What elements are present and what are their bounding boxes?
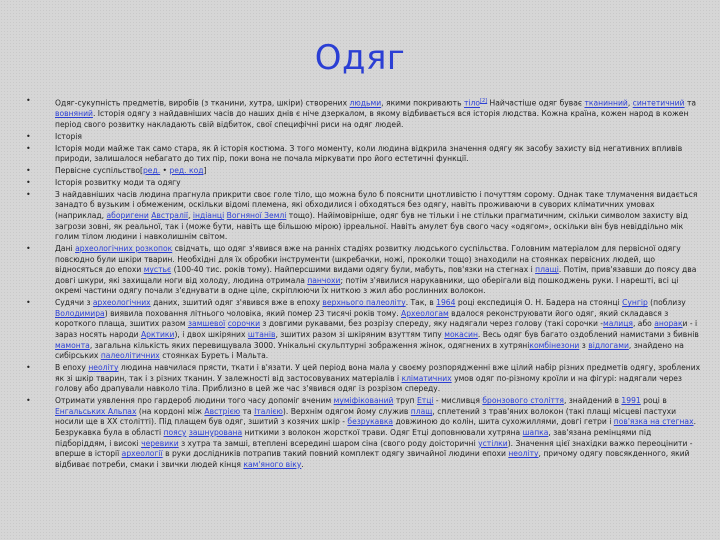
list-item — [26, 244, 702, 297]
wiki-link[interactable]: археологічних — [92, 298, 151, 308]
body-text: (на кордоні між — [136, 406, 205, 416]
wiki-link[interactable]: вовняний — [55, 109, 93, 119]
wiki-link[interactable]: Італією — [254, 406, 283, 416]
body-text: • — [160, 165, 170, 175]
body-text: ), і двох шкіряних — [174, 330, 248, 340]
body-text: , — [188, 210, 193, 220]
body-text: . Так, в — [405, 298, 437, 308]
wiki-link[interactable]: зашнурована — [188, 428, 243, 438]
wiki-link[interactable]: археологічних розкопок — [75, 244, 173, 254]
wiki-link[interactable]: верхнього палеоліту — [322, 298, 406, 308]
body-text: , або — [632, 319, 655, 329]
body-text: ). Верхнім одягом йому служив — [282, 406, 411, 416]
body-text: Отримати уявлення про гардероб людини того часу допоміг вченим — [55, 396, 334, 406]
list-item — [26, 132, 702, 143]
body-text: Судячи з — [55, 298, 93, 308]
body-text: , якими покривають — [381, 98, 464, 108]
body-text: з — [579, 340, 589, 350]
wiki-link[interactable]: неоліту — [88, 363, 119, 373]
body-text: , причому одягу повсякденного, який відбиває потреби, смаки і звички людей кінця — [55, 449, 690, 469]
body-text: ; потім з'явилися нарукавники, що оберігали від пошкоджень руки. І нарешті, всі ці окремі частини одягу почали з'єднувати в одне ціле, скріплюючи їх ниткою з жил або рослинних волокон. — [55, 275, 679, 296]
body-text: та — [240, 406, 255, 416]
body-text: , знайдено на сибірських — [55, 340, 684, 361]
body-text: З найдавніших часів людина прагнула прикрити своє голе тіло, що можна було б пояснити цнотливістю і почуттям сорому. Однак таке тлумачення видається занадто б вузьким і обмеженим, оскільки відомі племена, які обходилися і обходяться без одягу, навіть проживаючи в суворих кліматичних умовах (наприклад, — [55, 189, 698, 220]
wiki-link[interactable]: Володимира — [55, 308, 105, 318]
wiki-link[interactable]: бронзового століття — [482, 396, 564, 406]
wiki-link[interactable]: малиця — [603, 319, 633, 329]
list-item — [26, 96, 702, 130]
body-text: Історія розвитку моди та одягу — [55, 177, 181, 187]
wiki-link[interactable]: людьми — [349, 98, 382, 108]
wiki-link[interactable]: ред. — [142, 165, 161, 175]
body-text: . — [301, 459, 304, 469]
wiki-link[interactable]: Енгальських Альпах — [55, 406, 137, 416]
wiki-link[interactable]: Етці — [417, 396, 434, 406]
wiki-link[interactable]: сорочки — [227, 319, 260, 329]
body-text: (поблизу — [647, 298, 686, 308]
list-item — [26, 298, 702, 362]
list-item — [26, 178, 702, 189]
body-text: свідчать, що одяг з'явився вже на ранніх стадіях розвитку людського суспільства. Головним матеріалом для первісної одягу повсюдно були шкіри тварин. Необхідні для їх обробки інструменти (шкребачки, ножі, проколки тощо) знаходили на стоянках первісних людей, що відносяться до епохи — [55, 244, 681, 275]
wiki-link[interactable]: комбінезони — [529, 340, 580, 350]
body-text: , загальна кількість яких перевищувала 3000. Унікальні скульптурні зображення жінок, одягнених в хутряні — [89, 340, 530, 350]
wiki-link[interactable]: поясу — [163, 428, 187, 438]
wiki-link[interactable]: відлогами — [588, 340, 629, 350]
wiki-link[interactable]: плащі — [535, 265, 559, 275]
wiki-link[interactable]: мустьє — [143, 265, 172, 275]
body-text: Дані — [55, 244, 76, 254]
wiki-link[interactable]: тіло — [463, 98, 481, 108]
wiki-link[interactable]: безрукавка — [347, 417, 394, 427]
wiki-link[interactable]: устілки — [478, 438, 508, 448]
list-item — [26, 144, 702, 165]
body-text: , — [627, 98, 633, 108]
body-text: и - і зараз носять народи — [55, 319, 698, 340]
body-text: Найчастіше одяг буває — [487, 98, 585, 108]
body-text: умов одяг по-різному кроїли и на фігурі: надягали через голову або драпували навколо тіла. Приблизно в цей же час з'явився одяг із розрізом спереду. — [55, 373, 682, 394]
wiki-link[interactable]: ред. код — [169, 165, 204, 175]
wiki-link[interactable]: аборигени — [106, 210, 149, 220]
wiki-link[interactable]: Вогняної Землі — [226, 210, 287, 220]
list-item — [26, 363, 702, 395]
list-item — [26, 166, 702, 177]
wiki-link[interactable]: [2] — [480, 98, 488, 104]
wiki-link[interactable]: муміфікований — [333, 396, 394, 406]
wiki-link[interactable]: 1964 — [436, 298, 456, 308]
wiki-link[interactable]: кліматичних — [401, 373, 452, 383]
body-text: , знайдений в — [563, 396, 622, 406]
wiki-link[interactable]: Арктики — [140, 330, 175, 340]
body-text: в руки дослідників потрапив такий повний комплект одягу звичайної людини епохи — [162, 449, 509, 459]
body-text: довжиною до колін, шита сухожиллями, довгі гетри і — [393, 417, 614, 427]
wiki-link[interactable]: індіанці — [192, 210, 225, 220]
wiki-link[interactable]: замшевої — [188, 319, 226, 329]
body-text: . Історія одягу з найдавніших часів до наших днів є ніче дзеркалом, в якому відбивається вся історія людства. Кожна країна, кожен народ в кожен період свого розвитку накладають свій відбиток, свої специфічні риси на одяг людей. — [55, 109, 689, 129]
body-text: з довгими рукавами, без розрізу спереду, яку надягали через голову (такі сорочки - — [260, 319, 604, 329]
body-text: . Безрукавка була в області — [55, 417, 696, 438]
wiki-link[interactable]: черевики — [141, 438, 179, 448]
wiki-link[interactable]: Археологам — [401, 308, 449, 318]
wiki-link[interactable]: тканинний — [584, 98, 628, 108]
body-text: ] — [203, 165, 207, 175]
body-text: В епоху — [55, 363, 89, 373]
body-text: ). Значення цієї знахідки важко переоцінити - вперше в історії — [55, 438, 693, 459]
wiki-link[interactable]: мокасин — [444, 330, 478, 340]
wiki-link[interactable]: плащ — [410, 406, 433, 416]
body-text: з хутра та замші, втеплені всередині шаром сіна (свого роду доісторичні — [178, 438, 479, 448]
wiki-link[interactable]: Австралії — [151, 210, 189, 220]
body-text: , зшитих разом зі шкіряним взуттям типу — [275, 330, 445, 340]
body-text: вдалося реконструювати його одяг, який складався з короткого плаща, зшитих разом — [55, 308, 669, 329]
wiki-link[interactable]: пов'язка на стегнах — [613, 417, 694, 427]
bullet-list — [26, 96, 702, 472]
body-text: стоянках Буреть і Мальта. — [159, 351, 269, 361]
body-text: Історія моди майже так само стара, як й історія костюма. З того моменту, коли людина відкрила значення одягу як засобу захисту від негативних впливів природи, залишалося небагато до тих пір, поки вона не почала міркувати про його естетичні функції. — [55, 143, 683, 164]
body-text: Одяг-сукупність предметів, виробів (з тканини, хутра, шкіри) створених — [55, 98, 350, 108]
wiki-link[interactable]: неоліту — [508, 449, 539, 459]
body-text: році в — [640, 396, 667, 406]
wiki-link[interactable]: археології — [121, 449, 163, 459]
body-text: та — [684, 98, 697, 108]
body-text: даних, зшитий одяг з'явився вже в епоху — [150, 298, 323, 308]
body-text: . Весь одяг був багато оздоблений намистами з бивнів — [477, 330, 699, 340]
body-text: (100-40 тис. років тому). Найперсшими видами одягу були, мабуть, пов'язки на стегнах і — [171, 265, 536, 275]
body-text: , сплетений з трав'яних волокон (такі плащі місцеві пастухи носили ще в XX столітті). Під плащем був одяг, зшитий з козячих шкір - — [55, 406, 677, 427]
wiki-link[interactable]: Сунгір — [622, 298, 648, 308]
wiki-link[interactable]: синтетичний — [632, 98, 685, 108]
body-text: труп — [393, 396, 417, 406]
wiki-link[interactable]: штанів — [247, 330, 276, 340]
wiki-link[interactable]: панчохи — [307, 275, 341, 285]
page-title: Одяг — [314, 38, 406, 78]
body-text: . Потім, прив'язавши до поясу два довгі шкури, які захищали ноги від холоду, людина отримала — [55, 265, 697, 285]
wiki-link[interactable]: 1991 — [621, 396, 641, 406]
body-text: ) виявила поховання літнього чоловіка, який помер 23 тисячі років тому. — [104, 308, 402, 318]
wiki-link[interactable]: шапка — [522, 428, 549, 438]
body-text: - мисливця — [433, 396, 483, 406]
wiki-link[interactable]: кам'яного віку — [243, 459, 302, 469]
body-text: , зав'язана ремінцями під підборіддям, і високі — [55, 428, 652, 448]
wiki-link[interactable]: анорак — [654, 319, 683, 329]
wiki-link[interactable]: мамонта — [55, 340, 90, 350]
body-text: тощо). Найімовірніше, одяг був не тільки і не стільки прагматичним, скільки символом захисту від загрози зовні, як реальної, так і (може бути, навіть ще більшою мірою) ірреальної. Навіть амулет був свого часу «одягом», оскільки він був невіддільно мік голим тілом людини і навколишнім світом. — [55, 210, 688, 242]
wiki-link[interactable]: Австрією — [204, 406, 241, 416]
body-text: ниткими з волокон жорсткої трави. Одяг Етці доповнювали хутряна — [242, 428, 523, 438]
list-item — [26, 190, 702, 243]
body-text: Історія — [55, 131, 82, 141]
wiki-link[interactable]: палеолітичних — [100, 351, 160, 361]
list-item — [26, 396, 702, 470]
body-text: Первісне суспільство[ — [55, 165, 143, 175]
body-text: році експедиція О. Н. Бадера на стоянці — [455, 298, 623, 308]
body-text: людина навчилася прясти, ткати і в'язати. У цей період вона мала у своєму розпорядженні вже цілий набір різних предметів одягу, зроблених як зі шкір тварин, так і з різних тканин. У залежності від застосовуваних матеріалів і — [55, 363, 701, 383]
